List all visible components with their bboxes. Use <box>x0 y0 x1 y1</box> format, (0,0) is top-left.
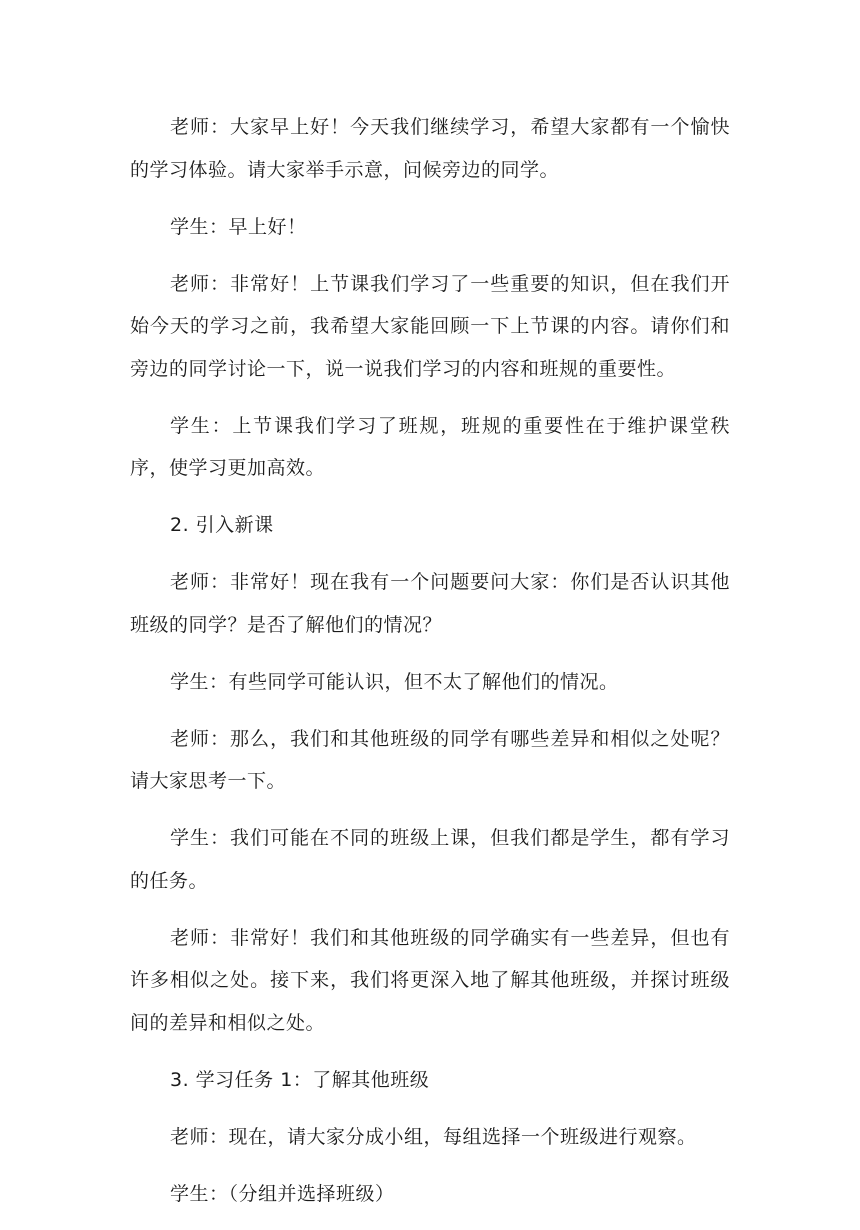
student-think-paragraph: 学生：我们可能在不同的班级上课，但我们都是学生，都有学习的任务。 <box>130 827 730 892</box>
section-heading-task-1: 3. 学习任务 1：了解其他班级 <box>170 1068 430 1091</box>
teacher-think-paragraph: 老师：那么，我们和其他班级的同学有哪些差异和相似之处呢？请大家思考一下。 <box>130 727 730 792</box>
teacher-greeting-paragraph: 老师：大家早上好！今天我们继续学习，希望大家都有一个愉快的学习体验。请大家举手示意，问候旁边的同学。 <box>130 116 730 181</box>
teacher-question-paragraph: 老师：非常好！现在我有一个问题要问大家：你们是否认识其他班级的同学？是否了解他们的情况？ <box>130 571 730 636</box>
teacher-task-paragraph: 老师：现在，请大家分成小组，每组选择一个班级进行观察。 <box>170 1125 697 1148</box>
teacher-review-paragraph: 老师：非常好！上节课我们学习了一些重要的知识，但在我们开始今天的学习之前，我希望大家能回顾一下上节课的内容。请你们和旁边的同学讨论一下，说一说我们学习的内容和班规的重要性。 <box>130 272 730 380</box>
document-page <box>130 106 730 1230</box>
teacher-intro-paragraph: 老师：非常好！我们和其他班级的同学确实有一些差异，但也有许多相似之处。接下来，我们将更深入地了解其他班级，并探讨班级间的差异和相似之处。 <box>130 926 730 1034</box>
section-heading-new-lesson: 2. 引入新课 <box>170 514 274 536</box>
student-reply-paragraph: 学生：早上好！ <box>170 215 307 238</box>
student-answer-paragraph: 学生：有些同学可能认识，但不太了解他们的情况。 <box>170 670 619 693</box>
student-task-paragraph: 学生：（分组并选择班级） <box>170 1182 395 1205</box>
student-review-paragraph: 学生：上节课我们学习了班规，班规的重要性在于维护课堂秩序，使学习更加高效。 <box>130 414 730 479</box>
